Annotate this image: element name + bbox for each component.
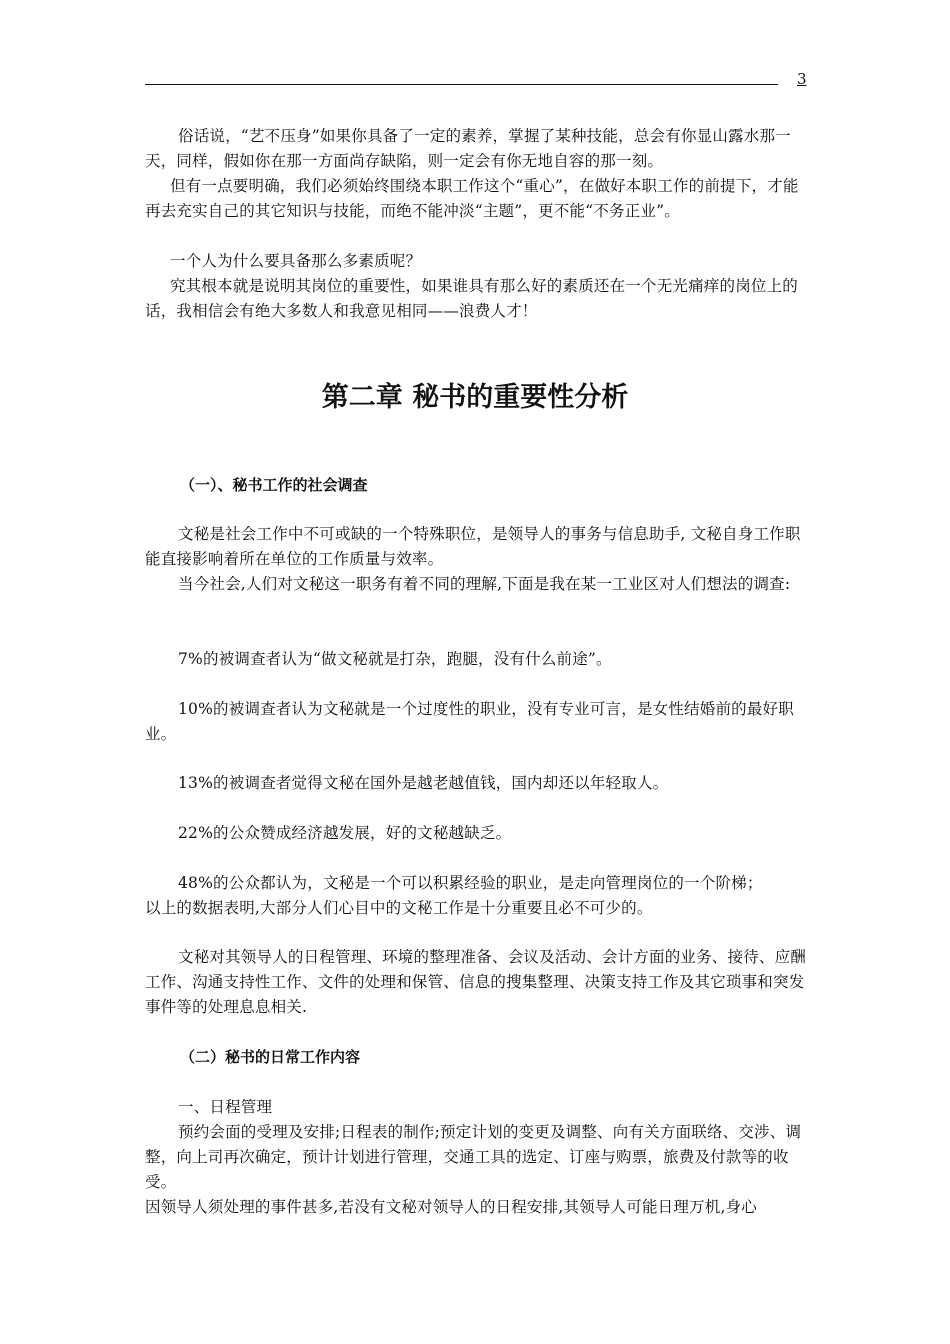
subheading-schedule-management: 一、日程管理: [178, 1098, 273, 1116]
section1-paragraph-2: 当今社会,人们对文秘这一职务有着不同的理解,下面是我在某一工业区对人们想法的调查:: [178, 575, 791, 593]
page-number: 3: [797, 70, 807, 88]
section2-paragraph-2: 因领导人须处理的事件甚多,若没有文秘对领导人的日程安排,其领导人可能日理万机,身心: [145, 1198, 757, 1216]
section-heading-2: （二）秘书的日常工作内容: [180, 1048, 361, 1066]
section-heading-1: （一）、秘书工作的社会调查: [180, 476, 368, 494]
intro-paragraph-4: 究其根本就是说明其岗位的重要性，如果谁具有那么好的素质还在一个无光痛痒的岗位上的话，我相信会有绝大多数人和我意见相同——浪费人才！: [145, 277, 799, 320]
header-rule: [145, 84, 778, 85]
survey-stat-4: 22%的公众赞成经济越发展，好的文秘越缺乏。: [178, 824, 512, 842]
survey-conclusion: 以上的数据表明,大部分人们心目中的文秘工作是十分重要且必不可少的。: [145, 899, 653, 917]
intro-paragraph-2: 但有一点要明确，我们必须始终围绕本职工作这个“重心”，在做好本职工作的前提下，才能再去充实自己的其它知识与技能，而绝不能冲淡“主题”，更不能“不务正业”。: [145, 177, 799, 220]
section2-paragraph-1: 预约会面的受理及安排;日程表的制作;预定计划的变更及调整、向有关方面联络、交涉、调整，向上司再次确定，预计计划进行管理，交通工具的选定、订座与购票，旅费及付款等的收受。: [145, 1123, 802, 1191]
survey-stat-2: 10%的被调查者认为文秘就是一个过度性的职业，没有专业可言，是女性结婚前的最好职业。: [145, 700, 794, 743]
survey-stat-5: 48%的公众都认为，文秘是一个可以积累经验的职业，是走向管理岗位的一个阶梯；: [178, 874, 763, 892]
intro-paragraph-1: 俗话说，“艺不压身”如果你具备了一定的素养，掌握了某种技能，总会有你显山露水那一天，同样，假如你在那一方面尚存缺陷，则一定会有你无地自容的那一刻。: [145, 127, 791, 170]
section1-paragraph-3: 文秘对其领导人的日程管理、环境的整理准备、会议及活动、会计方面的业务、接待、应酬工作、沟通支持性工作、文件的处理和保管、信息的搜集整理、决策支持工作及其它琐事和突发事件等的处理息息相关.: [145, 948, 807, 1016]
survey-stat-1: 7%的被调查者认为“做文秘就是打杂，跑腿，没有什么前途”。: [178, 650, 612, 668]
chapter-title: 第二章 秘书的重要性分析: [321, 382, 629, 413]
survey-stat-3: 13%的被调查者觉得文秘在国外是越老越值钱，国内却还以年轻取人。: [178, 774, 669, 792]
intro-paragraph-3: 一个人为什么要具备那么多素质呢？: [170, 252, 422, 270]
section1-paragraph-1: 文秘是社会工作中不可或缺的一个特殊职位，是领导人的事务与信息助手, 文秘自身工作职能直接影响着所在单位的工作质量与效率。: [145, 525, 801, 568]
